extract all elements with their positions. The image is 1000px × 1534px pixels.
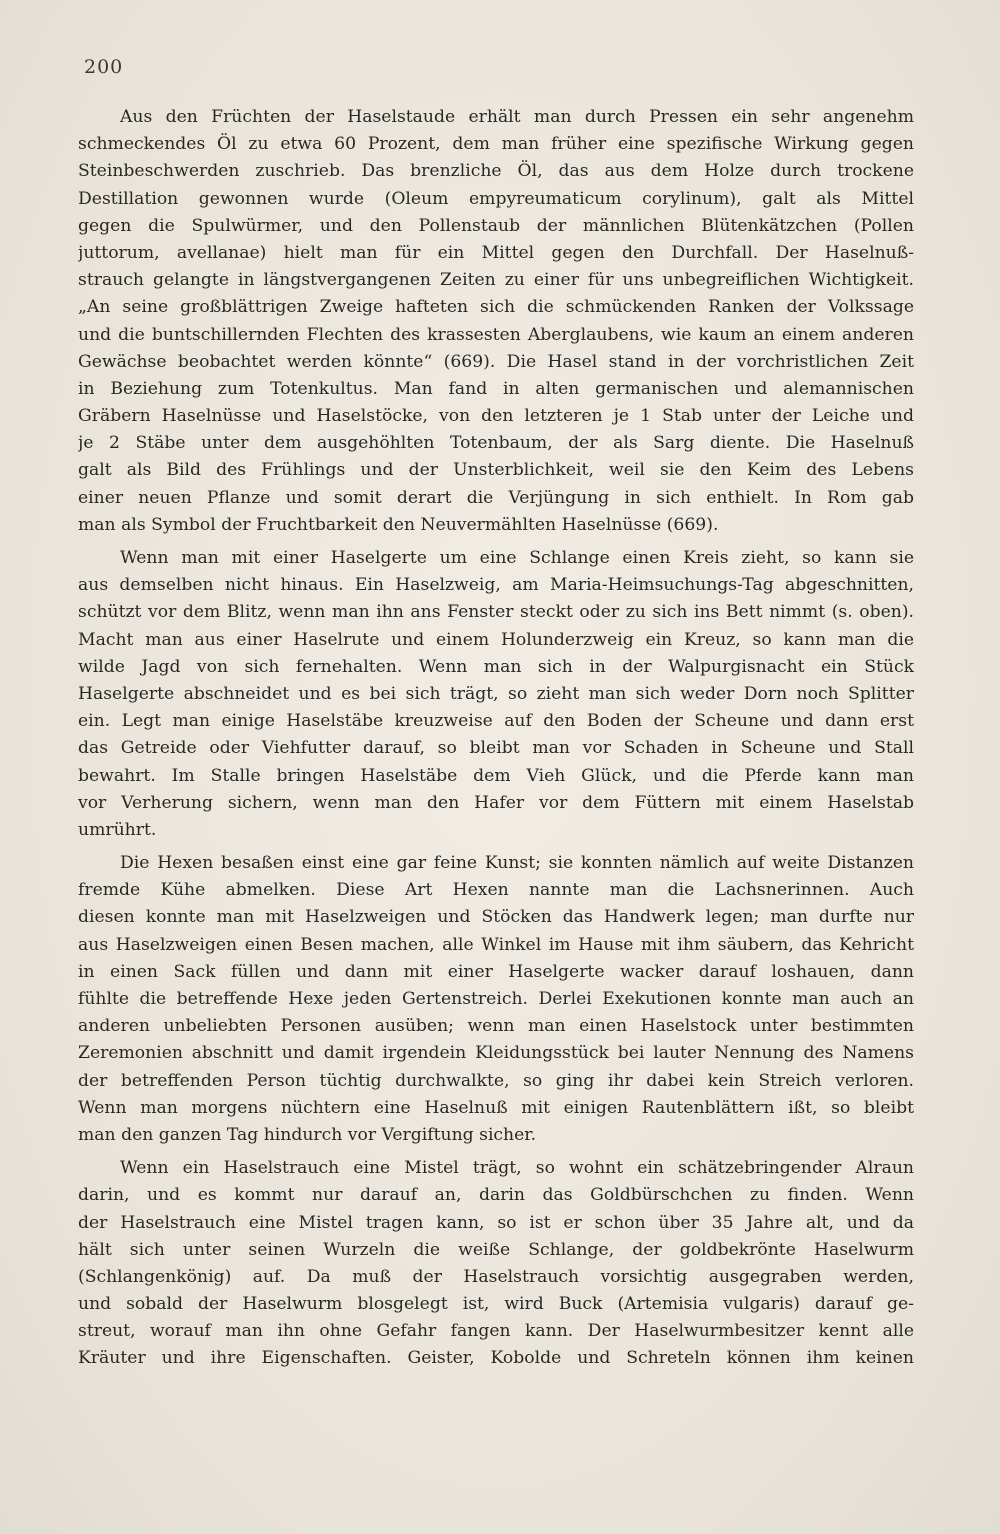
text-line: Steinbeschwerden zuschrieb. Das brenzliche Öl, das aus dem Holze durch trockene xyxy=(78,161,914,182)
text-line: der Haselstrauch eine Mistel tragen kann, so ist er schon über 35 Jahre alt, und da xyxy=(78,1212,914,1233)
text-line: schmeckendes Öl zu etwa 60 Prozent, dem man früher eine spezifische Wirkung gegen xyxy=(78,134,914,155)
text-line: Aus den Früchten der Haselstaude erhält man durch Pressen ein sehr angenehm xyxy=(120,107,914,127)
text-line: galt als Bild des Frühlings und der Unsterblichkeit, weil sie den Keim des Lebens xyxy=(78,460,914,481)
text-line: und die buntschillernden Flechten des krassesten Aberglaubens, wie kaum an einem anderen xyxy=(78,324,914,345)
text-line: Die Hexen besaßen einst eine gar feine Kunst; sie konnten nämlich auf weite Distanzen xyxy=(120,853,914,874)
text-line: umrührt. xyxy=(78,819,157,840)
text-line: in einen Sack füllen und dann mit einer Haselgerte wacker darauf loshauen, dann xyxy=(78,961,914,982)
text-line: ein. Legt man einige Haselstäbe kreuzweise auf den Boden der Scheune und dann erst xyxy=(78,711,914,732)
text-line: hält sich unter seinen Wurzeln die weiße Schlange, der goldbekrönte Haselwurm xyxy=(78,1239,914,1260)
text-line: diesen konnte man mit Haselzweigen und Stöcken das Handwerk legen; man durfte nur xyxy=(78,907,914,928)
text-line: gegen die Spulwürmer, und den Pollenstaub der männlichen Blütenkätzchen (Pollen xyxy=(78,215,914,236)
text-line: (Schlangenkönig) auf. Da muß der Haselstrauch vorsichtig ausgegraben werden, xyxy=(78,1266,914,1287)
text-line: man als Symbol der Fruchtbarkeit den Neuvermählten Haselnüsse (669). xyxy=(78,514,719,535)
text-line: juttorum, avellanae) hielt man für ein Mittel gegen den Durchfall. Der Haselnuß- xyxy=(78,242,914,263)
text-line: Wenn man mit einer Haselgerte um eine Schlange einen Kreis zieht, so kann sie xyxy=(120,548,914,568)
text-line: Gewächse beobachtet werden könnte“ (669). Die Hasel stand in der vorchristlichen Zeit xyxy=(78,351,914,372)
paragraph xyxy=(78,1155,914,1373)
text-line: darin, und es kommt nur darauf an, darin das Goldbürschchen zu finden. Wenn xyxy=(78,1185,914,1206)
text-line: Wenn man morgens nüchtern eine Haselnuß mit einigen Rautenblättern ißt, so bleibt xyxy=(78,1097,914,1118)
text-line: streut, worauf man ihn ohne Gefahr fangen kann. Der Haselwurmbesitzer kennt alle xyxy=(78,1321,914,1342)
text-line: Haselgerte abschneidet und es bei sich trägt, so zieht man sich weder Dorn noch Splitter xyxy=(78,683,914,704)
text-line: strauch gelangte in längstvergangenen Zeiten zu einer für uns unbegreiflichen Wichtigkeit. xyxy=(78,270,914,291)
text-line: fremde Kühe abmelken. Diese Art Hexen nannte man die Lachsnerinnen. Auch xyxy=(78,880,914,901)
text-line: Kräuter und ihre Eigenschaften. Geister, Kobolde und Schreteln können ihm keinen xyxy=(78,1348,914,1369)
page-number: 200 xyxy=(84,56,124,78)
text-line: fühlte die betreffende Hexe jeden Gertenstreich. Derlei Exekutionen konnte man auch an xyxy=(78,989,914,1009)
paragraph xyxy=(78,545,914,844)
text-line: man den ganzen Tag hindurch vor Vergiftung sicher. xyxy=(78,1124,537,1145)
text-line: aus Haselzweigen einen Besen machen, alle Winkel im Hause mit ihm säubern, das Kehricht xyxy=(78,934,914,955)
text-line: in Beziehung zum Totenkultus. Man fand in alten germanischen und alemannischen xyxy=(78,378,914,399)
text-line: „An seine großblättrigen Zweige hafteten sich die schmückenden Ranken der Volkssage xyxy=(78,297,914,318)
paragraph xyxy=(78,104,914,539)
text-line: Macht man aus einer Haselrute und einem Holunderzweig ein Kreuz, so kann man die xyxy=(78,629,914,650)
text-line: das Getreide oder Viehfutter darauf, so bleibt man vor Schaden in Scheune und Stall xyxy=(78,738,914,759)
text-line: Zeremonien abschnitt und damit irgendein Kleidungsstück bei lauter Nennung des Namens xyxy=(78,1043,914,1064)
text-line: und sobald der Haselwurm blosgelegt ist, wird Buck (Artemisia vulgaris) darauf ge- xyxy=(78,1294,914,1315)
text-line: der betreffenden Person tüchtig durchwalkte, so ging ihr dabei kein Streich verloren. xyxy=(78,1070,914,1091)
text-line: bewahrt. Im Stalle bringen Haselstäbe dem Vieh Glück, und die Pferde kann man xyxy=(78,765,914,786)
paragraph xyxy=(78,850,914,1149)
text-line: Gräbern Haselnüsse und Haselstöcke, von den letzteren je 1 Stab unter der Leiche und xyxy=(78,406,914,427)
text-line: Wenn ein Haselstrauch eine Mistel trägt, so wohnt ein schätzebringender Alraun xyxy=(120,1158,914,1179)
text-line: einer neuen Pflanze und somit derart die Verjüngung in sich enthielt. In Rom gab xyxy=(78,487,914,508)
text-line: schützt vor dem Blitz, wenn man ihn ans Fenster steckt oder zu sich ins Bett nimmt (s. oben). xyxy=(78,602,914,623)
text-line: aus demselben nicht hinaus. Ein Haselzweig, am Maria-Heimsuchungs-Tag abgeschnitten, xyxy=(78,575,914,596)
text-line: wilde Jagd von sich fernehalten. Wenn man sich in der Walpurgisnacht ein Stück xyxy=(78,656,914,677)
text-line: anderen unbeliebten Personen ausüben; wenn man einen Haselstock unter bestimmten xyxy=(78,1016,914,1037)
text-line: vor Verherung sichern, wenn man den Hafer vor dem Füttern mit einem Haselstab xyxy=(78,792,914,813)
text-line: Destillation gewonnen wurde (Oleum empyreumaticum corylinum), galt als Mittel xyxy=(78,188,914,209)
text-line: je 2 Stäbe unter dem ausgehöhlten Totenbaum, der als Sarg diente. Die Haselnuß xyxy=(78,433,914,454)
body-text xyxy=(78,104,914,1373)
